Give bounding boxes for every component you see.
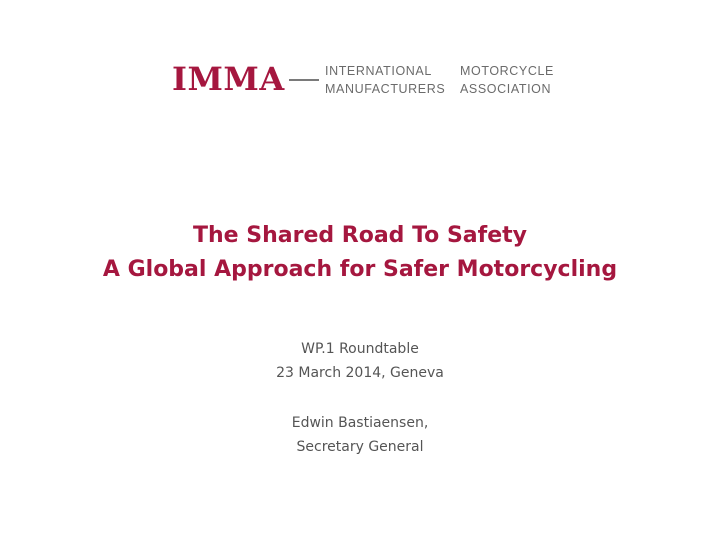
logo-mark: IMMA [172,60,285,98]
event-date-place: 23 March 2014, Geneva [276,365,444,381]
logo-word-association: ASSOCIATION [460,82,552,96]
presenter-role: Secretary General [296,439,424,455]
logo-rule [289,79,319,81]
title-line-2: A Global Approach for Safer Motorcycling [102,257,618,282]
imma-logo [172,60,552,102]
detail-spacer [160,385,560,411]
title-line-1: The Shared Road To Safety [193,223,527,248]
logo-word-manufacturers: MANUFACTURERS [325,82,446,96]
event-name: WP.1 Roundtable [301,341,419,357]
slide-title [40,219,680,287]
logo-word-motorcycle: MOTORCYCLE [460,64,554,78]
presentation-details [160,337,560,459]
presenter-name: Edwin Bastiaensen, [291,415,429,431]
logo-word-international: INTERNATIONAL [325,64,432,78]
